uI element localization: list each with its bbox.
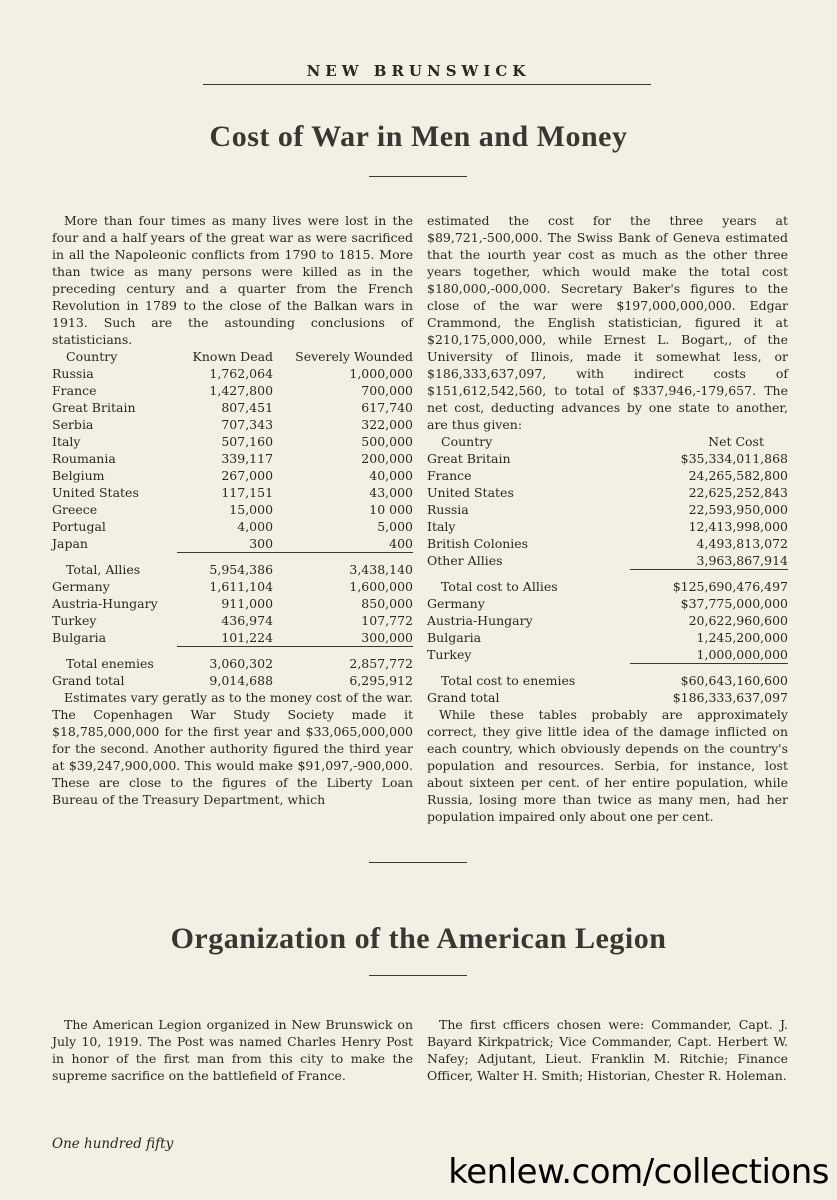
intro-paragraph: More than four times as many lives were lost in the four and a half years of the great war as were sacrificed in all the Napoleonic conflicts from 1790 to 1815. More than twice as many persons were killed as in the preceding century and a quarter from the French Revolution in 1789 to the close of the Balkan wars in 1913. Such are the astounding conclusions of statisticians.: [52, 213, 413, 347]
cost-allies-rows: [427, 450, 788, 570]
casualty-value: 707,343: [221, 417, 274, 432]
casualty-country: Serbia: [52, 417, 94, 432]
casualty-row: [52, 416, 413, 433]
title1-rule: [369, 176, 467, 177]
casualty-value: 911,000: [221, 596, 274, 611]
casualty-value: 40,000: [369, 468, 413, 483]
cost-country: British Colonies: [427, 536, 529, 551]
casualties-enemies-total-row: [52, 655, 413, 672]
casualty-value: 107,772: [361, 613, 413, 628]
casualty-row: [52, 382, 413, 399]
enemies-total-dead: 3,060,302: [209, 656, 274, 671]
casualty-country: France: [52, 383, 97, 398]
casualty-row: [52, 399, 413, 416]
casualty-country: Roumania: [52, 451, 116, 466]
cost-allies-total-value: $125,690,476,497: [672, 579, 788, 594]
casualty-country: Japan: [52, 536, 88, 552]
casualty-row: [52, 629, 413, 647]
cost-value: 24,265,582,800: [688, 468, 788, 483]
cost-country: Bulgaria: [427, 630, 482, 645]
cost-row: [427, 595, 788, 612]
cost-value: 12,413,998,000: [688, 519, 788, 534]
casualty-value: 850,000: [361, 596, 413, 611]
casualty-value: 300: [249, 536, 274, 551]
casualty-value: 4,000: [237, 519, 274, 534]
cost-enemies-rows: [427, 595, 788, 664]
header-rule: [203, 84, 651, 85]
cost-country: United States: [427, 485, 514, 500]
casualty-country: Greece: [52, 502, 98, 517]
casualty-row: [52, 501, 413, 518]
casualty-row: [52, 535, 413, 553]
enemies-total-label: Total enemies: [66, 656, 154, 671]
cost-value: $37,775,000,000: [680, 596, 788, 611]
running-head: NEW BRUNSWICK: [306, 62, 531, 80]
casualty-value: 267,000: [221, 468, 274, 483]
cost-header-net: Net Cost: [708, 434, 764, 449]
casualty-country: Bulgaria: [52, 630, 107, 646]
cost-allies-total-row: [427, 578, 788, 595]
cost-enemies-total-value: $60,643,160,600: [680, 673, 788, 688]
casualty-value: 117,151: [221, 485, 274, 500]
casualty-value: 10 000: [369, 502, 413, 517]
cost-row: [427, 612, 788, 629]
casualty-value: 436,974: [221, 613, 274, 628]
casualty-country: Turkey: [52, 613, 97, 628]
casualty-country: Great Britain: [52, 400, 136, 415]
cost-row: [427, 501, 788, 518]
casualty-value: 300,000: [361, 630, 413, 645]
casualty-country: Belgium: [52, 468, 105, 483]
casualty-country: United States: [52, 485, 139, 500]
cost-enemies-total-row: [427, 672, 788, 689]
cost-value: 1,245,200,000: [696, 630, 788, 645]
casualties-header-dead: Known Dead: [192, 349, 274, 364]
title2-rule: [369, 975, 467, 976]
article1-left-column: [52, 212, 413, 808]
casualty-value: 1,000,000: [349, 366, 413, 381]
cost-row: [427, 629, 788, 646]
cost-value: 1,000,000,000: [696, 647, 788, 662]
cost-country: Great Britain: [427, 451, 511, 466]
closing-paragraph: While these tables probably are approximately correct, they give little idea of the damage inflicted on each country, which obviously depends on the country's population and resources. Serbia, for instance, lost about sixteen per cent. of her entire population, while Russia, losing more than twice as many men, had her population impaired only about one per cent.: [427, 707, 788, 824]
cost-row: [427, 646, 788, 664]
casualty-value: 339,117: [221, 451, 274, 466]
casualty-value: 807,451: [221, 400, 274, 415]
casualty-country: Germany: [52, 579, 110, 594]
cost-row: [427, 450, 788, 467]
cost-header-row: [427, 433, 788, 450]
casualty-row: [52, 433, 413, 450]
casualty-row: [52, 578, 413, 595]
casualty-value: 507,160: [221, 434, 274, 449]
casualty-value: 1,427,800: [209, 383, 274, 398]
cost-grand-total-row: [427, 689, 788, 706]
watermark-link[interactable]: kenlew.com/collections: [448, 1152, 829, 1192]
cost-enemies-total-label: Total cost to enemies: [441, 673, 576, 688]
casualties-allies-rows: [52, 365, 413, 553]
allies-total-label: Total, Allies: [66, 562, 141, 577]
cost-grand-total-value: $186,333,637,097: [672, 690, 788, 705]
cost-value: 3,963,867,914: [696, 553, 788, 568]
casualty-value: 101,224: [221, 630, 274, 645]
grand-total-wounded: 6,295,912: [349, 673, 413, 688]
casualty-value: 1,611,104: [209, 579, 274, 594]
casualties-allies-total-row: [52, 561, 413, 578]
cost-value: 20,622,960,600: [688, 613, 788, 628]
casualty-country: Portugal: [52, 519, 106, 534]
cost-row: [427, 518, 788, 535]
casualty-country: Russia: [52, 366, 94, 381]
allies-total-wounded: 3,438,140: [349, 562, 413, 577]
casualties-grand-total-row: [52, 672, 413, 689]
grand-total-dead: 9,014,688: [209, 673, 274, 688]
cost-grand-total-label: Grand total: [427, 690, 500, 705]
right-paragraph: estimated the cost for the three years at $89,721,-500,000. The Swiss Bank of Geneva estimated that the ıourth year cost as much as the other three years together, which would make the total cost $180,000,-000,000. Secretary Baker's figures to the close of the war were $197,000,000,000. Edgar Crammond, the English statistician, figured it at $210,175,000,000, while Ernest L. Bogart,, of the University of Ilinois, made it somewhat less, or $186,333,637,097, with indirect costs of $151,612,542,560, to total of $337,946,-179,657. The net cost, deducting advances by one state to another, are thus given:: [427, 213, 788, 432]
cost-value: 4,493,813,072: [696, 536, 788, 551]
cost-row: [427, 484, 788, 501]
article2-right-column: [427, 1016, 788, 1084]
article2-title: Organization of the American Legion: [170, 922, 667, 955]
cost-table: [427, 433, 788, 706]
section-divider-rule: [369, 862, 467, 863]
cost-country: Italy: [427, 519, 456, 534]
casualties-enemies-rows: [52, 578, 413, 647]
article1-right-column: [427, 212, 788, 825]
casualty-row: [52, 365, 413, 382]
legion-left-paragraph: The American Legion organized in New Brunswick on July 10, 1919. The Post was named Charles Henry Post in honor of the first man from this city to make the supreme sacrifice on the battlefield of France.: [52, 1017, 413, 1083]
cost-row: [427, 535, 788, 552]
cost-country: Other Allies: [427, 553, 503, 569]
casualty-value: 15,000: [229, 502, 274, 517]
casualties-header-row: [52, 348, 413, 365]
allies-total-dead: 5,954,386: [209, 562, 274, 577]
legion-right-paragraph: The first cfficers chosen were: Commander, Capt. J. Bayard Kirkpatrick; Vice Commander, Capt. Herbert W. Nafey; Adjutant, Lieut. Franklin M. Ritchie; Finance Officer, Walter H. Smith; Historian, Chester R. Holeman.: [427, 1017, 788, 1083]
cost-country: Germany: [427, 596, 485, 611]
casualties-table: [52, 348, 413, 689]
cost-value: $35,334,011,868: [680, 451, 788, 466]
casualty-value: 5,000: [377, 519, 413, 534]
casualty-value: 322,000: [361, 417, 413, 432]
cost-row: [427, 467, 788, 484]
casualty-row: [52, 595, 413, 612]
casualty-value: 1,600,000: [349, 579, 413, 594]
casualty-row: [52, 518, 413, 535]
casualty-country: Austria-Hungary: [52, 596, 158, 611]
casualty-row: [52, 467, 413, 484]
casualty-value: 400: [389, 536, 413, 551]
cost-country: Turkey: [427, 647, 472, 663]
grand-total-label: Grand total: [52, 673, 125, 688]
cost-row: [427, 552, 788, 570]
cost-country: Russia: [427, 502, 469, 517]
casualty-row: [52, 612, 413, 629]
casualty-value: 43,000: [369, 485, 413, 500]
casualty-value: 500,000: [361, 434, 413, 449]
casualties-header-wounded: Severely Wounded: [295, 349, 413, 364]
cost-country: France: [427, 468, 472, 483]
estimates-paragraph: Estimates vary geratly as to the money cost of the war. The Copenhagen War Study Society made it $18,785,000,000 for the first year and $33,065,000,000 for the second. Another authority figured the third year at $39,247,900,000. This would make $91,097,-900,000. These are close to the figures of the Liberty Loan Bureau of the Treasury Department, which: [52, 690, 413, 807]
cost-allies-total-label: Total cost to Allies: [441, 579, 558, 594]
page-folio: One hundred fifty: [52, 1136, 174, 1152]
enemies-total-wounded: 2,857,772: [349, 656, 413, 671]
cost-value: 22,593,950,000: [688, 502, 788, 517]
cost-header-country: Country: [441, 434, 493, 449]
casualty-value: 617,740: [361, 400, 413, 415]
cost-value: 22,625,252,843: [688, 485, 788, 500]
article1-title: Cost of War in Men and Money: [209, 120, 628, 153]
casualty-row: [52, 484, 413, 501]
cost-country: Austria-Hungary: [427, 613, 533, 628]
article2-left-column: [52, 1016, 413, 1084]
casualties-header-country: Country: [66, 349, 118, 364]
casualty-value: 700,000: [361, 383, 413, 398]
casualty-row: [52, 450, 413, 467]
casualty-value: 1,762,064: [209, 366, 274, 381]
casualty-country: Italy: [52, 434, 81, 449]
casualty-value: 200,000: [361, 451, 413, 466]
